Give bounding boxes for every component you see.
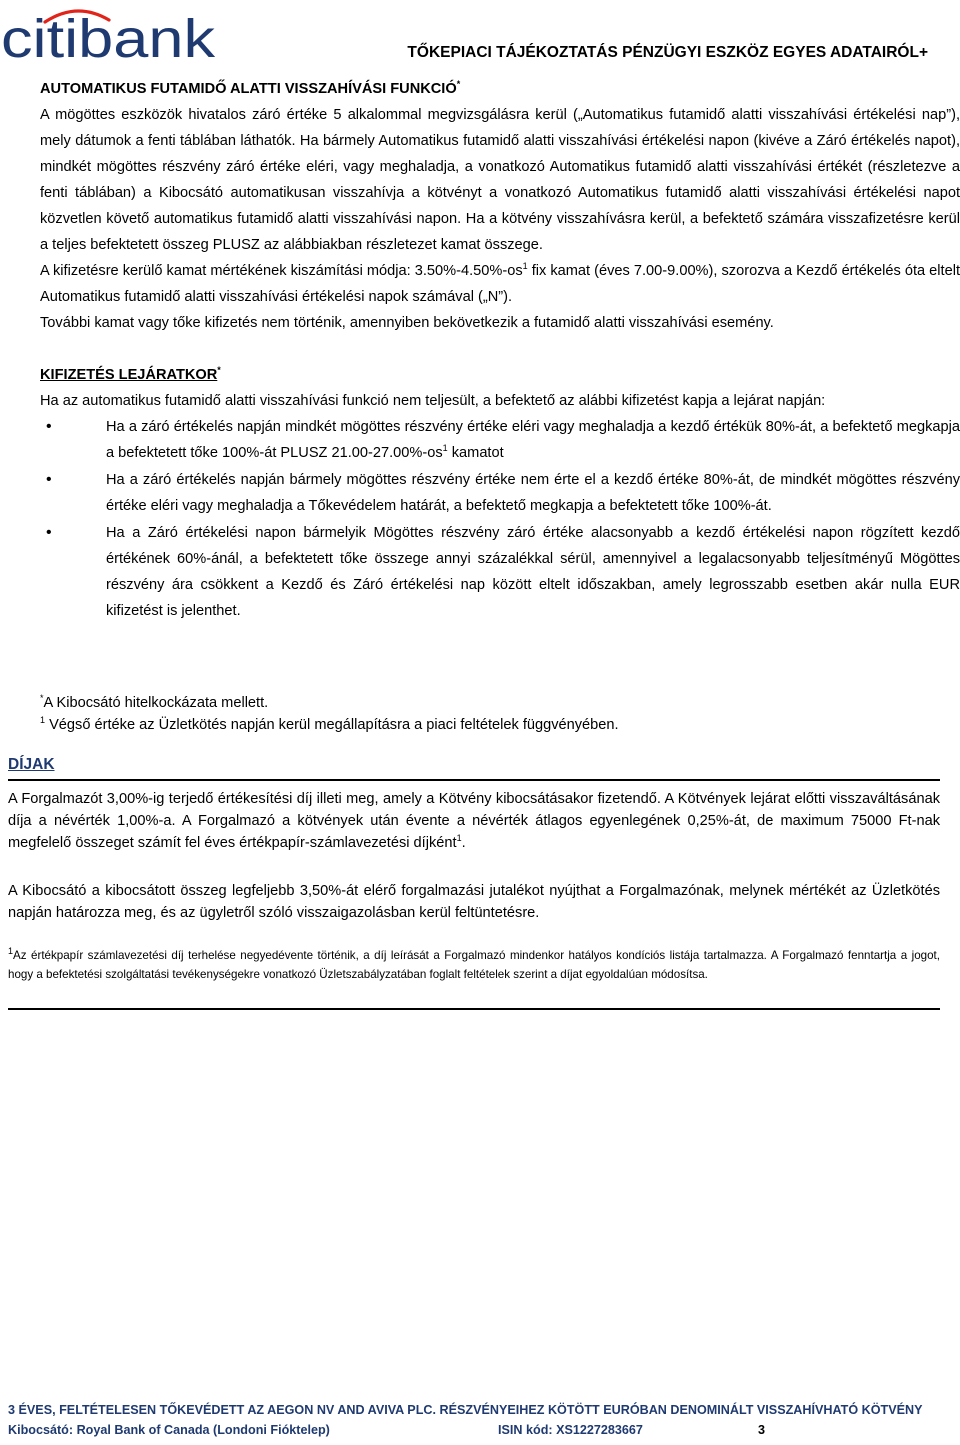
maturity-bullet-1: • Ha a záró értékelés napján mindkét mögöttes részvény értéke eléri vagy meghaladja a kezdő értékük 80%-át, a befektető megkapja a befektetett tőke 100%-át PLUSZ $21.00-27.00\%-os^1$ kamatot bbox=[40, 414, 960, 466]
fees-divider bbox=[8, 779, 940, 781]
maturity-heading: KIFIZETÉS LEJÁRATKOR* bbox=[40, 365, 221, 383]
autocall-heading-mark: * bbox=[456, 79, 461, 90]
logo-wordmark: citibank bbox=[1, 9, 216, 60]
fees-paragraph-1: A Forgalmazót 3,00%-ig terjedő értékesítési díj illeti meg, amely a Kötvény kibocsátásakor fizetendő. A Kötvények lejárat előtti visszaváltásának díja a névérték 1,00%-a. A Forgalmazó a kötvények után évente a névérték átlagos egyenlegének 0,25%-át, de maximum 75000 Ft-nak megfelelő összeget számít fel éves értékpapír-számlavezetési díjként$^1$. bbox=[8, 791, 940, 851]
footer-isin: ISIN kód: XS1227283667 bbox=[498, 1423, 643, 1437]
footer-product-title: 3 ÉVES, FELTÉTELESEN TŐKEVÉDETT AZ AEGON NV AND AVIVA PLC. RÉSZVÉNYEIHEZ KÖTÖTT EURÓBAN DENOMINÁLT VISSZAHÍVHATÓ KÖTVÉNY bbox=[8, 1403, 923, 1417]
footer-issuer-line bbox=[8, 1423, 766, 1437]
fees-p1-mark: 1 bbox=[456, 833, 462, 844]
maturity-intro: Ha az automatikus futamidő alatti visszahívási funkció nem teljesült, a befektető az alábbi kifizetést kapja a lejárat napján: bbox=[40, 393, 826, 409]
footnote-star: *A Kibocsátó hitelkockázata mellett. bbox=[40, 693, 269, 711]
page-number: 3 bbox=[758, 1423, 766, 1437]
maturity-bullets bbox=[40, 414, 960, 624]
autocall-paragraph-2: A kifizetésre kerülő kamat mértékének kiszámítási módja: $3.50\%-4.50\%-os^1$ fix kamat (éves 7.00-9.00%), szorozva a Kezdő értékelés óta eltelt Automatikus futamidő alatti visszahívási értékelési napok számával („N”). bbox=[40, 261, 960, 305]
fees-heading: DÍJAK bbox=[8, 756, 55, 773]
autocall-p2-mark: 1 bbox=[522, 261, 528, 272]
fees-section bbox=[8, 788, 940, 924]
maturity-bullet-2: • Ha a záró értékelés napján bármely mögöttes részvény értéke nem érte el a kezdő értéke 80%-át, de mindkét mögöttes részvény értéke eléri vagy meghaladja a Tőkevédelem határát, a befektető megkapja a befektetett tőke 100%-át. bbox=[40, 467, 960, 519]
footer-issuer: Kibocsátó: Royal Bank of Canada (Londoni Fióktelep) bbox=[8, 1423, 330, 1437]
footnotes bbox=[40, 692, 920, 736]
maturity-bullet-3: • Ha a Záró értékelési napon bármelyik Mögöttes részvény záró értéke alacsonyabb a kezdő értékelési napon rögzített kezdő értékének 60%-ánál, a befektetett tőke összege annyi százalékkal sérül, amennyivel a legalacsonyabb teljesítményű Mögöttes részvény ára csökkent a Kezdő és Záró értékelési nap között eltelt időszakban, amely legrosszabb esetben akár nulla EUR kifizetést is jelenthet. bbox=[40, 520, 960, 624]
autocall-paragraph-3: További kamat vagy tőke kifizetés nem történik, amennyiben bekövetkezik a futamidő alatti visszahívási esemény. bbox=[40, 315, 774, 331]
maturity-heading-mark: * bbox=[217, 365, 221, 376]
document-header-title: TŐKEPIACI TÁJÉKOZTATÁS PÉNZÜGYI ESZKÖZ EGYES ADATAIRÓL+ bbox=[407, 44, 928, 61]
bottom-divider bbox=[8, 1008, 940, 1010]
main-content bbox=[40, 76, 960, 625]
autocall-heading: AUTOMATIKUS FUTAMIDŐ ALATTI VISSZAHÍVÁSI FUNKCIÓ* bbox=[40, 79, 461, 97]
fees-paragraph-2: A Kibocsátó a kibocsátott összeg legfeljebb 3,50%-át elérő forgalmazási jutalékot nyújthat a Forgalmazónak, melynek mértékét az Üzletkötés napján határozza meg, és az ügyletről szóló visszaigazolásban kerül feltüntetésre. bbox=[8, 883, 940, 921]
footnote-one: $^1$ Végső értéke az Üzletkötés napján kerül megállapításra a piaci feltételek függvényében. bbox=[40, 715, 619, 733]
citibank-logo bbox=[1, 5, 216, 60]
maturity-bullet-1-mark: 1 bbox=[442, 443, 448, 454]
autocall-paragraph-1: A mögöttes eszközök hivatalos záró értéke 5 alkalommal megvizsgálásra kerül („Automatikus futamidő alatti visszahívási értékelési nap”), mely dátumok a fenti táblában láthatók. Ha bármely Automatikus futamidő alatti visszahívási értékelési napon (kivéve a Záró értékelés napot), mindkét mögöttes részvény záró értéke eléri, vagy meghaladja, a vonatkozó Automatikus futamidő alatti visszahívási értékét (részletezve a fenti táblában) a Kibocsátó automatikusan visszahívja a kötvényt a vonatkozó Automatikus futamidő alatti visszahívási értékelési napot közvetlen követő automatikus futamidő alatti visszahívási napon. Ha a kötvény visszahívásra kerül, a befektető számára visszafizetésre kerül a teljes befektetett összeg PLUSZ az alábbiakban részletezet kamat összege. bbox=[40, 107, 960, 253]
fees-footnote: $^1$Az értékpapír számlavezetési díj terhelése negyedévente történik, a díj leírását a Forgalmazó mindenkor hatályos kondíciós listája tartalmazza. A Forgalmazó fenntartja a jogot, hogy a befektetési szolgáltatási tevékenységekre vonatkozó Üzletszabályzatában foglalt feltételek szerint a díjat egyoldalúan módosítsa. bbox=[8, 946, 940, 981]
